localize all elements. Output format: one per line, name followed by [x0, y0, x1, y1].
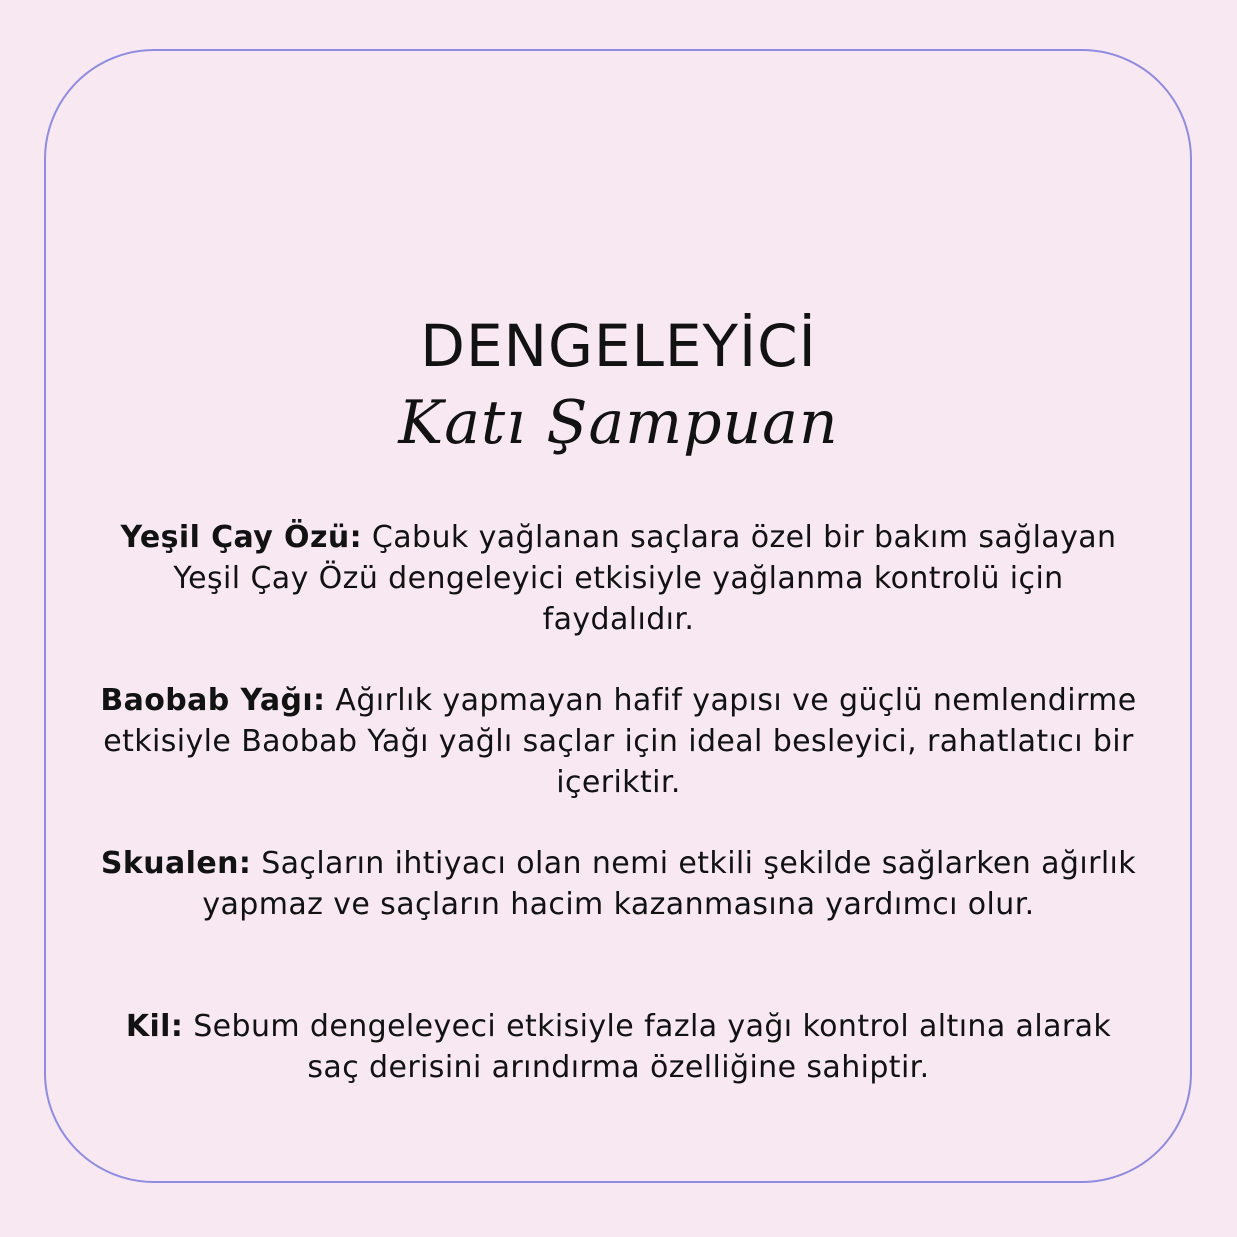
- ingredient-label: Skualen:: [100, 846, 252, 881]
- product-title: DENGELEYİCİ: [420, 312, 817, 380]
- ingredient-label: Kil:: [125, 1009, 184, 1044]
- ingredient-description: Saçların ihtiyacı olan nemi etkili şekilde sağlarken ağırlık yapmaz ve saçların hacim kazanmasına yardımcı olur.: [202, 846, 1137, 922]
- ingredient-label: Baobab Yağı:: [100, 683, 326, 718]
- ingredient-label: Yeşil Çay Özü:: [120, 520, 362, 555]
- ingredient-clay: [100, 1006, 1137, 1088]
- product-subtitle: Katı Şampuan: [398, 388, 839, 458]
- ingredient-description: Sebum dengeleyeci etkisiyle fazla yağı kontrol altına alarak saç derisini arındırma özelliğine sahiptir.: [193, 1009, 1112, 1085]
- ingredient-squalane: [100, 843, 1137, 925]
- ingredient-green-tea: [100, 517, 1137, 640]
- ingredient-baobab-oil: [100, 680, 1137, 803]
- ingredient-description: Ağırlık yapmayan hafif yapısı ve güçlü nemlendirme etkisiyle Baobab Yağı yağlı saçlar için ideal besleyici, rahatlatıcı bir içeriktir.: [103, 683, 1137, 800]
- ingredient-description: Çabuk yağlanan saçlara özel bir bakım sağlayan Yeşil Çay Özü dengeleyici etkisiyle yağlanma kontrolü için faydalıdır.: [173, 520, 1117, 637]
